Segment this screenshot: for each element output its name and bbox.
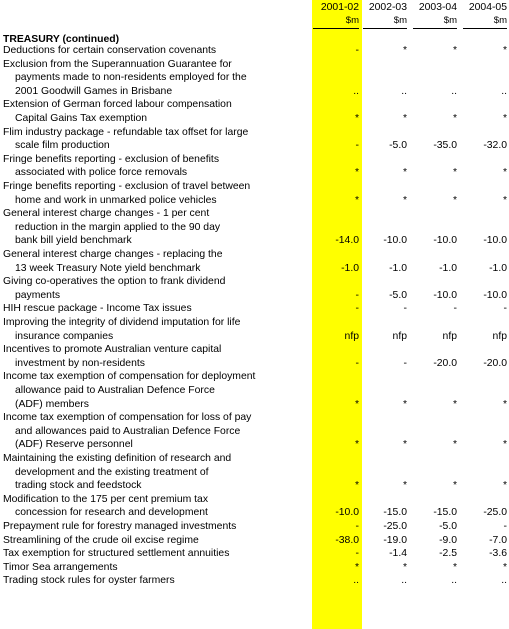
cell-value: ..	[353, 575, 359, 587]
row-label	[3, 574, 308, 588]
cell-value: *	[452, 480, 457, 492]
row-label	[3, 248, 308, 275]
row-label	[3, 452, 308, 493]
row-label	[3, 343, 308, 370]
row-label	[3, 493, 308, 520]
cell-value: *	[402, 561, 407, 573]
table-row	[0, 180, 509, 207]
row-label-line: Extension of German forced labour compensation	[3, 99, 232, 111]
table-row	[0, 574, 509, 588]
row-label-line: Prepayment rule for forestry managed investments	[3, 521, 237, 532]
cell-value: -25.0	[383, 521, 407, 532]
cell-value: *	[452, 112, 457, 124]
column-unit: $m	[443, 15, 457, 26]
table-row	[0, 547, 509, 561]
row-label-line: investment by non-residents	[15, 357, 145, 369]
row-label	[3, 153, 308, 180]
cell-value: ..	[401, 85, 407, 97]
table-row	[0, 126, 509, 153]
row-label-line: General interest charge changes - 1 per cent	[3, 208, 210, 220]
cell-value: *	[502, 480, 507, 492]
row-label-line: Exclusion from the Superannuation Guarantee for	[3, 58, 232, 70]
cell-value: -15.0	[383, 507, 407, 519]
cell-value: -20.0	[483, 357, 507, 369]
row-label-line: Incentives to promote Australian venture capital	[3, 344, 222, 356]
cell-value: -	[355, 140, 359, 152]
row-label-line: associated with police force removals	[15, 167, 188, 179]
cell-value: -14.0	[335, 235, 359, 247]
cell-value: *	[452, 561, 457, 573]
header-underline	[313, 28, 359, 29]
cell-value: -10.0	[483, 289, 507, 301]
cell-value: -	[355, 303, 359, 315]
cell-value: -	[355, 45, 359, 56]
cell-value: -10.0	[383, 235, 407, 247]
table-row	[0, 248, 509, 275]
row-label-line: General interest charge changes - replacing the	[3, 249, 223, 260]
row-label-line: (ADF) members	[15, 398, 89, 410]
cell-value: -	[355, 521, 359, 532]
column-year: 2001-02	[320, 2, 359, 13]
cell-value: -1.4	[389, 548, 407, 560]
cell-value: *	[452, 194, 457, 206]
column-unit: $m	[493, 15, 507, 26]
column-unit: $m	[393, 15, 407, 26]
cell-value: -	[355, 357, 359, 369]
cell-value: ..	[451, 85, 457, 97]
row-label-line: allowance paid to Australian Defence Force	[15, 384, 215, 396]
cell-value: *	[354, 561, 359, 573]
row-label	[3, 98, 308, 125]
row-label-line: reduction in the margin applied to the 90 day	[15, 221, 221, 233]
cell-value: *	[502, 167, 507, 179]
row-label-line: scale film production	[15, 140, 110, 152]
header-underline	[413, 28, 457, 29]
cell-value: -10.0	[433, 235, 457, 247]
cell-value: *	[402, 167, 407, 179]
cell-value: -1.0	[489, 262, 507, 274]
cell-value: -35.0	[433, 140, 457, 152]
row-label	[3, 561, 308, 575]
row-label-line: Fringe benefits reporting - exclusion of travel between	[3, 181, 251, 192]
table-row	[0, 207, 509, 248]
cell-value: *	[452, 398, 457, 410]
cell-value: -10.0	[483, 235, 507, 247]
cell-value: *	[452, 45, 457, 56]
cell-value: *	[354, 167, 359, 179]
row-label	[3, 316, 308, 343]
row-label-line: bank bill yield benchmark	[15, 235, 132, 247]
cell-value: *	[402, 398, 407, 410]
cell-value: nfp	[344, 330, 359, 342]
cell-value: -	[355, 548, 359, 560]
cell-value: *	[502, 561, 507, 573]
cell-value: -1.0	[389, 262, 407, 274]
row-label-line: insurance companies	[15, 330, 114, 342]
row-label-line: Tax exemption for structured settlement annuities	[3, 548, 230, 560]
cell-value: -1.0	[439, 262, 457, 274]
cell-value: *	[502, 112, 507, 124]
table-row	[0, 411, 509, 452]
cell-value: *	[402, 45, 407, 56]
row-label-line: Trading stock rules for oyster farmers	[3, 575, 175, 587]
cell-value: -19.0	[383, 534, 407, 546]
row-label-line: Deductions for certain conservation covenants	[3, 45, 217, 56]
table-row	[0, 153, 509, 180]
cell-value: *	[452, 439, 457, 451]
row-label-line: 2001 Goodwill Games in Brisbane	[15, 85, 173, 97]
row-label-line: and allowances paid to Australian Defence Force	[15, 425, 241, 437]
cell-value: *	[502, 45, 507, 56]
cell-value: *	[354, 398, 359, 410]
row-label-line: (ADF) Reserve personnel	[15, 439, 133, 451]
row-label-line: concession for research and development	[15, 507, 208, 519]
cell-value: *	[354, 194, 359, 206]
table-row	[0, 520, 509, 534]
cell-value: -	[403, 357, 407, 369]
cell-value: ..	[501, 85, 507, 97]
table-row	[0, 493, 509, 520]
row-label	[3, 207, 308, 248]
row-label-line: HIH rescue package - Income Tax issues	[3, 303, 192, 315]
table-row	[0, 275, 509, 302]
cell-value: -5.0	[439, 521, 457, 532]
row-label	[3, 302, 308, 316]
table-row	[0, 316, 509, 343]
row-label	[3, 58, 308, 99]
table-row	[0, 370, 509, 411]
cell-value: *	[402, 439, 407, 451]
cell-value: -2.5	[439, 548, 457, 560]
column-unit: $m	[345, 15, 359, 26]
row-label	[3, 370, 308, 411]
cell-value: nfp	[492, 330, 507, 342]
row-label	[3, 180, 308, 207]
column-year: 2004-05	[468, 2, 507, 13]
cell-value: ..	[353, 85, 359, 97]
cell-value: *	[354, 480, 359, 492]
cell-value: -7.0	[489, 534, 507, 546]
row-label-line: payments	[15, 289, 61, 301]
cell-value: -9.0	[439, 534, 457, 546]
table-row	[0, 561, 509, 575]
table-row	[0, 343, 509, 370]
cell-value: ..	[501, 575, 507, 587]
row-label	[3, 411, 308, 452]
cell-value: -5.0	[389, 289, 407, 301]
row-label-line: payments made to non-residents employed for the	[15, 72, 247, 84]
cell-value: -3.6	[489, 548, 507, 560]
row-label-line: home and work in unmarked police vehicles	[15, 194, 217, 206]
row-label-line: Giving co-operatives the option to frank dividend	[3, 276, 226, 288]
cell-value: *	[354, 439, 359, 451]
cell-value: -1.0	[341, 262, 359, 274]
cell-value: *	[502, 194, 507, 206]
cell-value: -5.0	[389, 140, 407, 152]
row-label	[3, 275, 308, 302]
row-label-line: 13 week Treasury Note yield benchmark	[15, 262, 201, 274]
cell-value: *	[402, 480, 407, 492]
row-label-line: trading stock and feedstock	[15, 480, 142, 492]
cell-value: ..	[451, 575, 457, 587]
row-label-line: development and the existing treatment of	[15, 466, 209, 478]
cell-value: *	[502, 398, 507, 410]
row-label-line: Income tax exemption of compensation for deployment	[3, 371, 256, 383]
row-label-line: Modification to the 175 per cent premium tax	[3, 493, 209, 505]
table-row	[0, 58, 509, 99]
cell-value: *	[402, 112, 407, 124]
table-row	[0, 534, 509, 548]
section-title: TREASURY (continued)	[3, 34, 120, 45]
column-year: 2003-04	[418, 2, 457, 13]
cell-value: -	[403, 303, 407, 315]
cell-value: *	[402, 194, 407, 206]
header-underline	[363, 28, 407, 29]
cell-value: -32.0	[483, 140, 507, 152]
row-label-line: Flim industry package - refundable tax offset for large	[3, 126, 249, 138]
cell-value: -15.0	[433, 507, 457, 519]
header-underline	[463, 28, 507, 29]
table-row	[0, 452, 509, 493]
row-label	[3, 534, 308, 548]
table-row	[0, 302, 509, 316]
row-label-line: Timor Sea arrangements	[3, 561, 118, 573]
cell-value: -10.0	[335, 507, 359, 519]
cell-value: *	[502, 439, 507, 451]
cell-value: -	[453, 303, 457, 315]
cell-value: -25.0	[483, 507, 507, 519]
row-label	[3, 520, 308, 534]
cell-value: *	[354, 112, 359, 124]
row-label-line: Income tax exemption of compensation for loss of pay	[3, 412, 252, 424]
row-label	[3, 547, 308, 561]
cell-value: -10.0	[433, 289, 457, 301]
cell-value: nfp	[442, 330, 457, 342]
cell-value: -	[355, 289, 359, 301]
row-label	[3, 126, 308, 153]
cell-value: nfp	[392, 330, 407, 342]
cell-value: -	[503, 303, 507, 315]
table-row	[0, 44, 509, 58]
row-label-line: Maintaining the existing definition of research and	[3, 453, 232, 464]
row-label-line: Fringe benefits reporting - exclusion of benefits	[3, 153, 220, 165]
cell-value: -20.0	[433, 357, 457, 369]
cell-value: -38.0	[335, 534, 359, 546]
row-label	[3, 44, 308, 58]
table-header	[0, 2, 509, 32]
cell-value: -	[503, 521, 507, 532]
cell-value: *	[452, 167, 457, 179]
row-label-line: Capital Gains Tax exemption	[15, 112, 148, 124]
table-row	[0, 98, 509, 125]
row-label-line: Improving the integrity of dividend imputation for life	[3, 317, 241, 328]
cell-value: ..	[401, 575, 407, 587]
row-label-line: Streamlining of the crude oil excise regime	[3, 534, 199, 546]
column-year: 2002-03	[368, 2, 407, 13]
